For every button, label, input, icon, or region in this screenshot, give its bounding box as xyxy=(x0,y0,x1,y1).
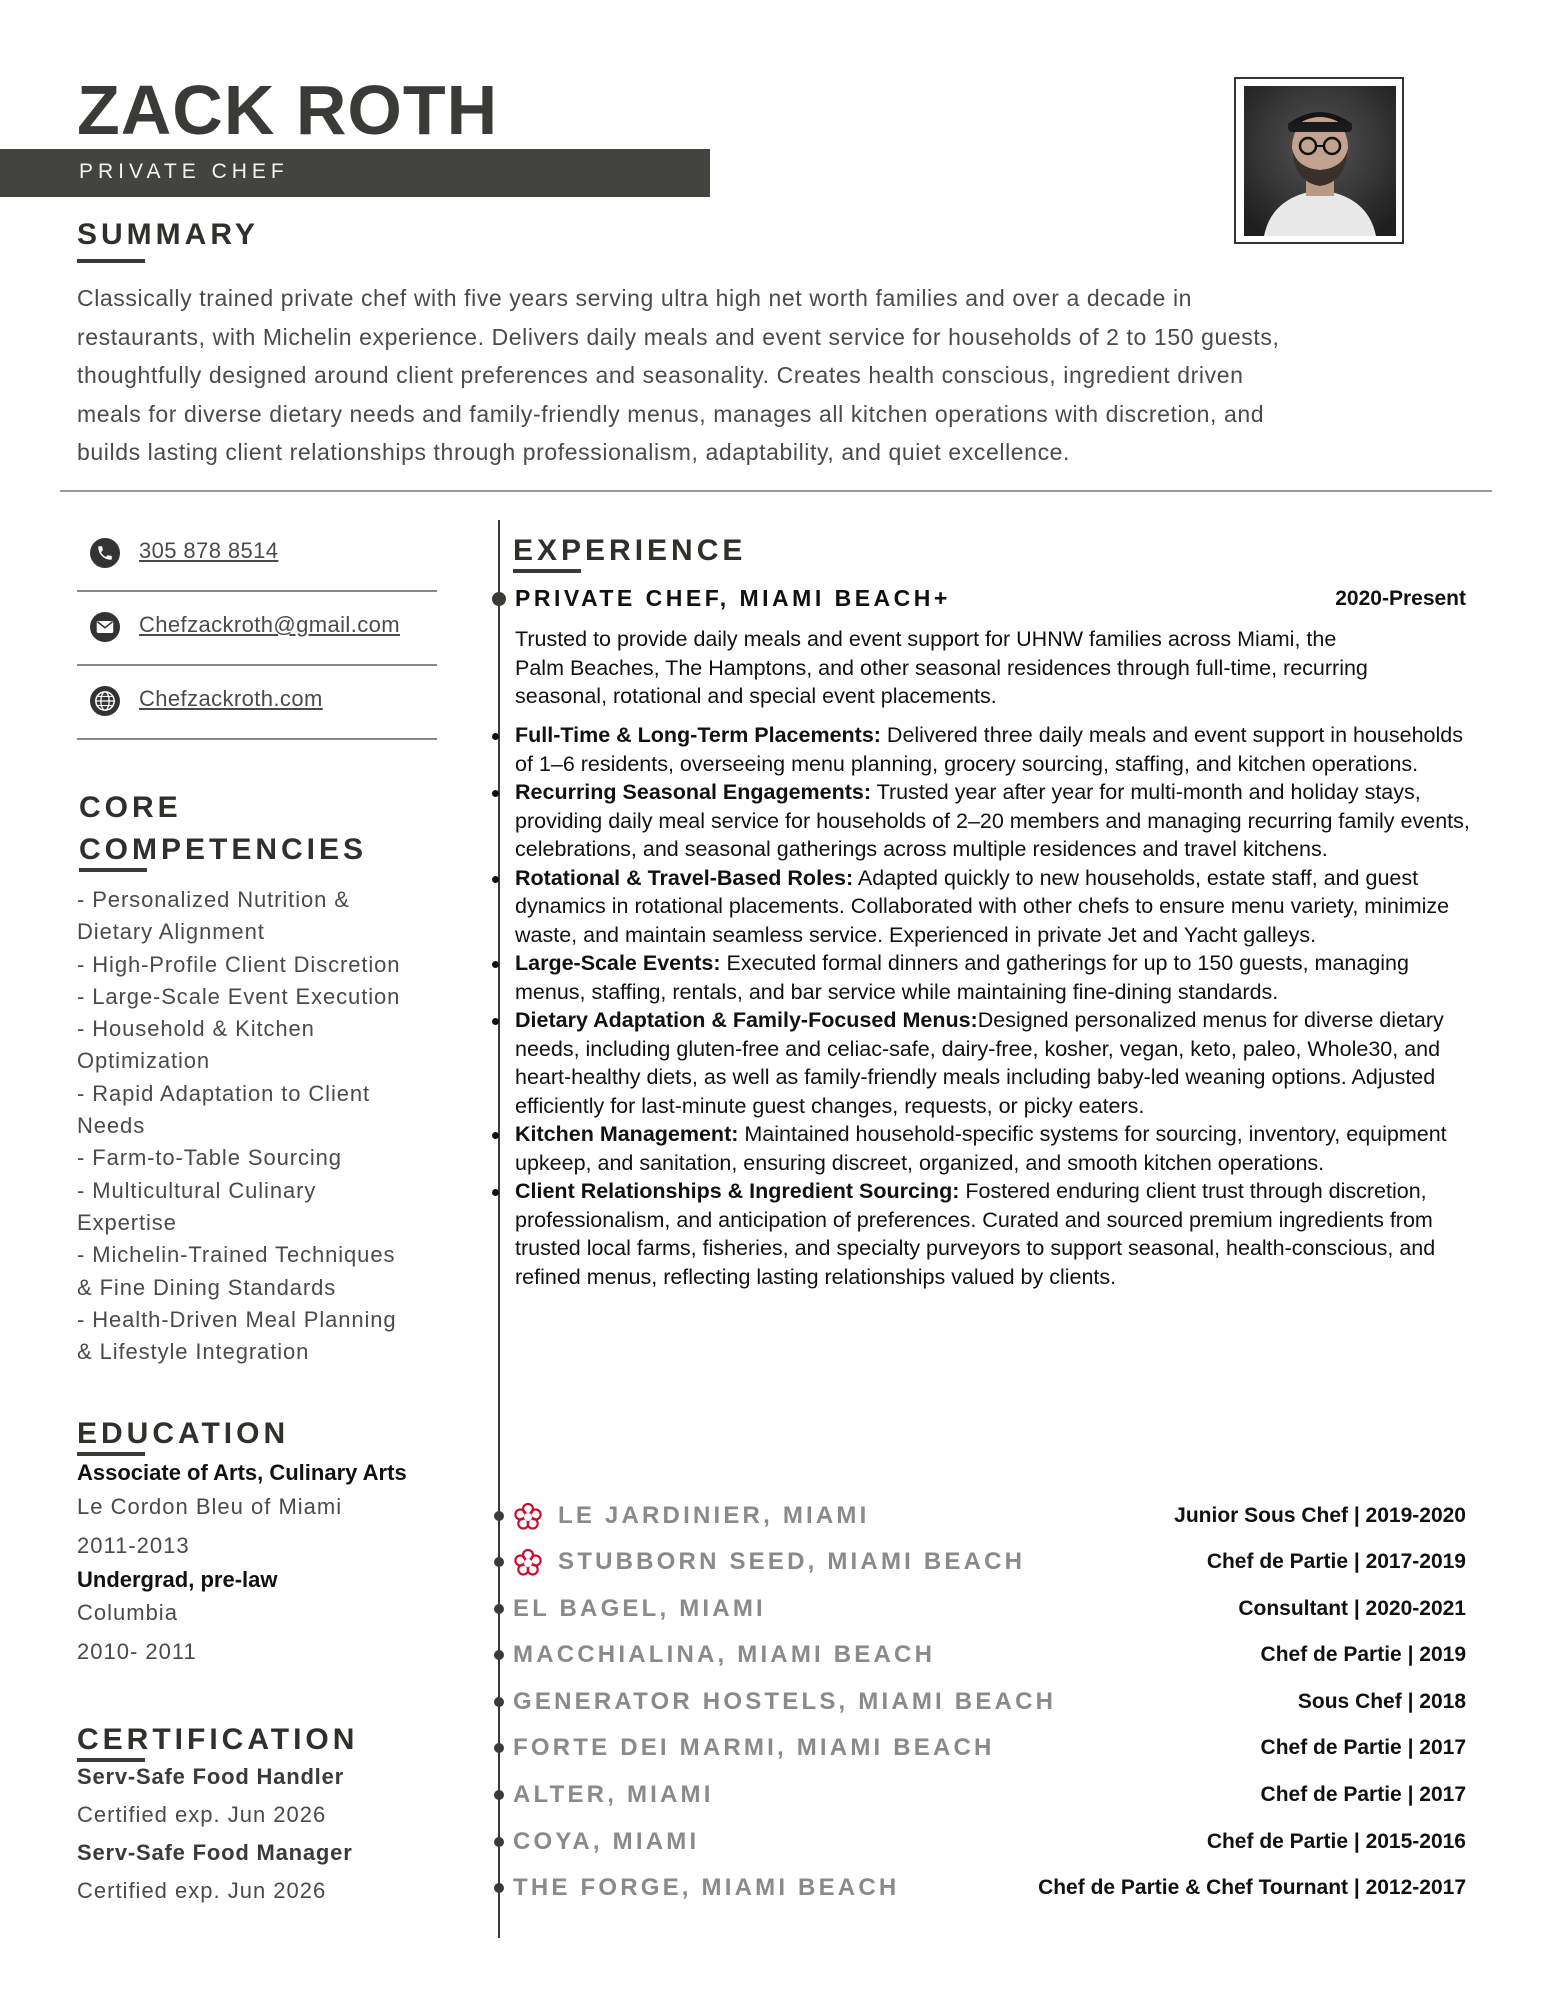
competency-line: - Rapid Adaptation to Client xyxy=(77,1080,371,1106)
job-row xyxy=(513,1826,1466,1858)
contact-email-row xyxy=(77,590,437,666)
education-school-1: Le Cordon Bleu of Miami xyxy=(77,1494,343,1519)
main-role-intro xyxy=(515,625,1475,711)
cert-1-expiry: Certified exp. Jun 2026 xyxy=(77,1802,327,1827)
timeline-dot xyxy=(494,1650,504,1660)
timeline-dot xyxy=(494,1837,504,1847)
bullet-dot xyxy=(492,1132,499,1139)
mail-icon xyxy=(90,612,120,642)
phone-link[interactable]: 305 878 8514 xyxy=(139,538,279,563)
competency-line: - Health-Driven Meal Planning xyxy=(77,1306,397,1332)
job-name: COYA, MIAMI xyxy=(513,1828,700,1855)
competency-line: Needs xyxy=(77,1113,146,1139)
competency-line: - Multicultural Culinary xyxy=(77,1177,317,1203)
responsibility-item xyxy=(515,721,1475,778)
globe-icon xyxy=(90,686,120,716)
contact-phone-row xyxy=(77,516,437,592)
job-title: PRIVATE CHEF xyxy=(79,160,289,183)
michelin-star-icon xyxy=(513,1502,543,1532)
job-role: Chef de Partie | 2017-2019 xyxy=(1206,1550,1466,1573)
bullet-dot xyxy=(492,1018,499,1025)
competencies-list xyxy=(77,884,447,1368)
responsibility-label: Full-Time & Long-Term Placements: xyxy=(515,723,881,747)
website-link[interactable]: Chefzackroth.com xyxy=(139,686,323,711)
responsibility-item xyxy=(515,949,1475,1006)
job-row xyxy=(513,1500,1466,1532)
timeline-dot xyxy=(494,1557,504,1567)
bullet-dot xyxy=(492,733,499,740)
timeline-dot xyxy=(494,1511,504,1521)
bullet-dot xyxy=(492,961,499,968)
contact-website-row xyxy=(77,664,437,740)
intro-line: Palm Beaches, The Hamptons, and other seasonal residences through full-time, recurring xyxy=(515,655,1368,680)
responsibility-label: Recurring Seasonal Engagements: xyxy=(515,780,872,804)
competency-line: - Household & Kitchen xyxy=(77,1016,315,1042)
bullet-dot xyxy=(492,1189,499,1196)
phone-icon xyxy=(90,538,120,568)
experience-heading: EXPERIENCE xyxy=(513,534,747,567)
summary-text xyxy=(77,279,1397,472)
intro-line: Trusted to provide daily meals and event support for UHNW families across Miami, the xyxy=(515,627,1337,651)
education-degree-2: Undergrad, pre-law xyxy=(77,1567,278,1592)
certification-heading: CERTIFICATION xyxy=(77,1723,359,1756)
competency-line: - High-Profile Client Discretion xyxy=(77,951,401,977)
timeline-dot xyxy=(494,1697,504,1707)
job-role: Chef de Partie | 2015-2016 xyxy=(1206,1830,1466,1853)
job-name: EL BAGEL, MIAMI xyxy=(513,1595,766,1622)
job-row xyxy=(513,1546,1466,1578)
timeline-dot xyxy=(494,1883,504,1893)
timeline-dot xyxy=(494,1790,504,1800)
job-name: THE FORGE, MIAMI BEACH xyxy=(513,1874,900,1901)
email-link[interactable]: Chefzackroth@gmail.com xyxy=(139,612,400,637)
responsibility-item xyxy=(515,1120,1475,1177)
responsibility-text: Delivered three daily meals and event support in households of 1–6 residents, overseeing menu planning, grocery sourcing, staffing, and kitchen operations. xyxy=(515,723,1463,776)
timeline-dot xyxy=(492,592,506,606)
summary-line: restaurants, with Michelin experience. Delivers daily meals and event service for households of 2 to 150 guests, xyxy=(77,323,1280,350)
responsibility-item xyxy=(515,778,1475,864)
competency-line: Dietary Alignment xyxy=(77,919,265,945)
job-row xyxy=(513,1686,1466,1718)
bullet-dot xyxy=(492,876,499,883)
responsibility-text: Maintained household-specific systems for sourcing, inventory, equipment upkeep, and sanitation, ensuring discreet, organized, and smooth kitchen operations. xyxy=(515,1122,1447,1175)
responsibility-text: Trusted year after year for multi-month and holiday stays, providing daily meal service for households of 2–20 members and managing recurring family events, celebrations, and seasonal gatherings across multiple residences and travel kitchens. xyxy=(515,780,1470,861)
responsibility-text: Executed formal dinners and gatherings for up to 150 guests, managing menus, staffing, rentals, and bar service while maintaining fine-dining standards. xyxy=(515,951,1409,1004)
competencies-heading-line2: COMPETENCIES xyxy=(79,833,368,866)
job-name: MACCHIALINA, MIAMI BEACH xyxy=(513,1641,936,1668)
timeline-line xyxy=(498,520,500,1938)
summary-line: thoughtfully designed around client preferences and seasonality. Creates health conscious, ingredient driven xyxy=(77,362,1244,388)
job-name: GENERATOR HOSTELS, MIAMI BEACH xyxy=(513,1688,1057,1715)
summary-line: builds lasting client relationships through professionalism, adaptability, and quiet excellence. xyxy=(77,439,1071,465)
education-years-1: 2011-2013 xyxy=(77,1533,190,1558)
competency-line: Optimization xyxy=(77,1048,211,1074)
job-row xyxy=(513,1639,1466,1671)
responsibility-text: Fostered enduring client trust through discretion, professionalism, and anticipation of preferences. Curated and sourced premium ingredients from trusted local farms, fisheries, and specialty purveyors to support seasonal, health-conscious, and refined menus, reflecting lasting relationships valued by clients. xyxy=(515,1179,1436,1289)
job-name: LE JARDINIER, MIAMI xyxy=(558,1502,870,1529)
competencies-underline xyxy=(79,868,147,872)
cert-1: Serv-Safe Food Handler xyxy=(77,1764,344,1789)
responsibility-text: Adapted quickly to new households, estate staff, and guest dynamics in rotational placements. Collaborated with other chefs to ensure menu variety, minimize waste, and maintain seamless service. Experienced in private Jet and Yacht galleys. xyxy=(515,865,1450,947)
summary-line: meals for diverse dietary needs and family-friendly menus, manages all kitchen operations with discretion, and xyxy=(77,400,1265,427)
competency-line: - Farm-to-Table Sourcing xyxy=(77,1145,342,1171)
summary-heading: SUMMARY xyxy=(77,218,259,251)
michelin-star-icon xyxy=(513,1548,543,1578)
competency-line: & Lifestyle Integration xyxy=(77,1339,310,1365)
responsibility-item xyxy=(515,1006,1475,1120)
timeline-dot xyxy=(494,1604,504,1614)
summary-underline xyxy=(77,259,145,263)
education-years-2: 2010- 2011 xyxy=(77,1639,197,1664)
certification-underline xyxy=(77,1758,145,1762)
main-role-dates: 2020-Present xyxy=(1335,587,1466,610)
job-role: Sous Chef | 2018 xyxy=(1297,1690,1466,1713)
job-row xyxy=(513,1779,1466,1811)
job-row xyxy=(513,1593,1466,1625)
job-name: ALTER, MIAMI xyxy=(513,1781,714,1808)
education-underline xyxy=(77,1452,145,1456)
intro-line: seasonal, rotational and special event placements. xyxy=(515,684,997,708)
main-role-title: PRIVATE CHEF, MIAMI BEACH+ xyxy=(515,585,951,611)
responsibility-label: Rotational & Travel-Based Roles: xyxy=(515,865,854,890)
experience-underline xyxy=(513,569,581,573)
responsibility-item xyxy=(515,864,1475,950)
education-degree-1: Associate of Arts, Culinary Arts xyxy=(77,1460,407,1485)
cert-2-expiry: Certified exp. Jun 2026 xyxy=(77,1878,327,1903)
job-role: Chef de Partie | 2017 xyxy=(1260,1736,1466,1759)
job-row xyxy=(513,1732,1466,1764)
competency-line: - Michelin-Trained Techniques xyxy=(77,1242,396,1268)
competency-line: & Fine Dining Standards xyxy=(77,1274,337,1300)
competencies-heading-line1: CORE xyxy=(79,791,182,824)
timeline-dot xyxy=(494,1743,504,1753)
competency-line: Expertise xyxy=(77,1209,177,1235)
job-role: Chef de Partie & Chef Tournant | 2012-2017 xyxy=(1038,1876,1466,1899)
section-divider xyxy=(60,490,1492,492)
responsibility-item xyxy=(515,1177,1475,1291)
job-row xyxy=(513,1872,1466,1904)
cert-2: Serv-Safe Food Manager xyxy=(77,1840,353,1865)
responsibility-label: Dietary Adaptation & Family-Focused Menus: xyxy=(515,1008,978,1032)
bullet-dot xyxy=(492,790,499,797)
job-role: Junior Sous Chef | 2019-2020 xyxy=(1174,1504,1466,1527)
responsibility-label: Kitchen Management: xyxy=(515,1122,739,1146)
competency-line: - Personalized Nutrition & xyxy=(77,887,350,912)
candidate-name: ZACK ROTH xyxy=(77,71,499,149)
job-role: Chef de Partie | 2017 xyxy=(1260,1783,1466,1806)
summary-line: Classically trained private chef with five years serving ultra high net worth families and over a decade in xyxy=(77,285,1193,311)
competency-line: - Large-Scale Event Execution xyxy=(77,983,401,1009)
job-name: FORTE DEI MARMI, MIAMI BEACH xyxy=(513,1734,995,1761)
job-role: Chef de Partie | 2019 xyxy=(1260,1643,1466,1666)
job-name: STUBBORN SEED, MIAMI BEACH xyxy=(558,1548,1026,1575)
responsibility-label: Large-Scale Events: xyxy=(515,951,721,975)
education-school-2: Columbia xyxy=(77,1600,178,1625)
responsibility-list xyxy=(515,721,1475,1291)
job-role: Consultant | 2020-2021 xyxy=(1238,1597,1466,1620)
chef-portrait-photo xyxy=(1244,86,1396,236)
education-heading: EDUCATION xyxy=(77,1417,290,1450)
responsibility-text: Designed personalized menus for diverse dietary needs, including gluten-free and celiac-safe, dairy-free, kosher, vegan, keto, paleo, Whole30, and heart-healthy diets, as well as family-friendly meals including baby-led weaning options. Adjusted efficiently for last-minute guest changes, requests, or picky eaters. xyxy=(515,1008,1444,1118)
responsibility-label: Client Relationships & Ingredient Sourcing: xyxy=(515,1179,960,1203)
